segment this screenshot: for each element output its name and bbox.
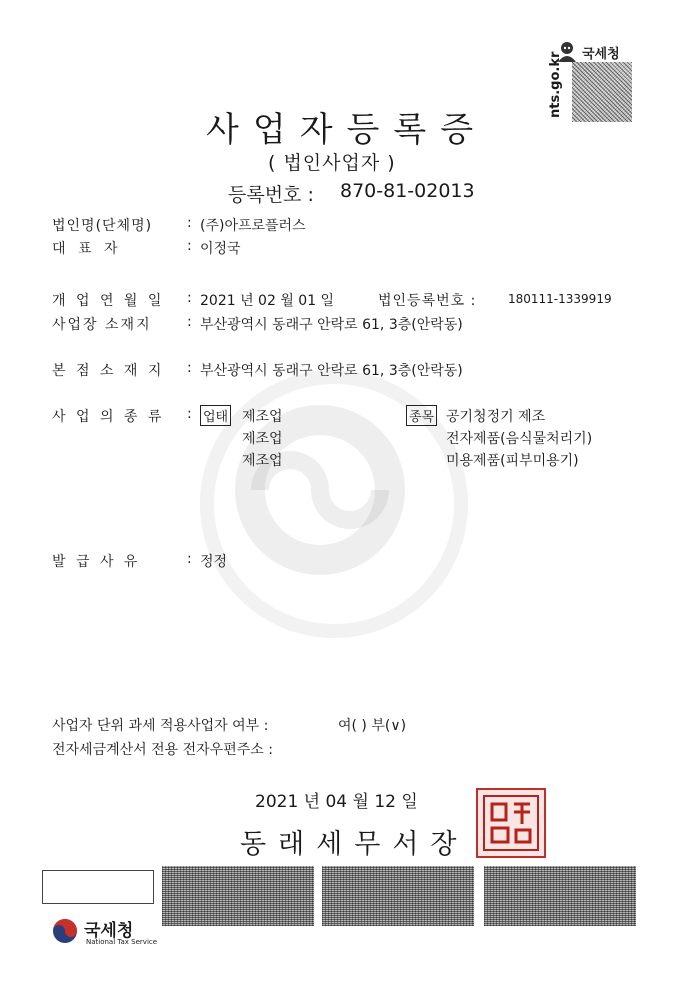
nts-logo-icon (52, 918, 78, 944)
registration-number: 870-81-02013 (340, 180, 475, 202)
nts-logo-english: National Tax Service (86, 938, 158, 946)
corp-name-label: 법인명(단체명) (52, 218, 153, 234)
business-item-tag: 종목 (406, 405, 437, 426)
header-domain: nts.go.kr (548, 51, 563, 118)
document-subtitle: ( 법인사업자 ) (268, 152, 396, 174)
business-type-row: 제조업 (242, 409, 283, 425)
corp-reg-value: 180111-1339919 (508, 292, 612, 306)
unit-tax-value: 여( ) 부(∨) (338, 718, 407, 734)
verification-qr-code (572, 62, 632, 122)
header-agency: 국세청 (582, 47, 620, 62)
business-item-row: 공기청정기 제조 (446, 409, 546, 425)
business-type-tag: 업태 (200, 405, 231, 426)
address-value: 부산광역시 동래구 안락로 61, 3층(안락동) (200, 317, 463, 333)
hq-address-sep: : (187, 360, 192, 376)
address-label: 사업장 소재지 (52, 317, 152, 333)
hq-address-value: 부산광역시 동래구 안락로 61, 3층(안락동) (200, 363, 463, 379)
business-type-label: 사 업 의 종 류 (52, 409, 165, 425)
open-date-value: 2021 년 02 월 01 일 (200, 293, 335, 309)
registration-number-label: 등록번호 : (228, 184, 314, 206)
business-type-row: 제조업 (242, 431, 283, 447)
corp-reg-label: 법인등록번호 : (378, 293, 477, 309)
einvoice-email-label: 전자세금계산서 전용 전자우편주소 : (52, 742, 273, 758)
encoded-verification-strip (484, 866, 636, 926)
bottom-blank-box (42, 870, 154, 904)
encoded-verification-strip (322, 866, 474, 926)
issue-date: 2021 년 04 월 12 일 (255, 792, 418, 812)
hq-address-label: 본 점 소 재 지 (52, 363, 165, 379)
corp-name-value: (주)아프로플러스 (200, 218, 306, 234)
document-title: 사업자등록증 (206, 110, 488, 150)
issue-reason-label: 발 급 사 유 (52, 554, 141, 570)
business-item-row: 전자제품(음식물처리기) (446, 431, 593, 447)
open-date-label: 개 업 연 월 일 (52, 293, 165, 309)
open-date-sep: : (187, 290, 192, 306)
unit-tax-label: 사업자 단위 과세 적용사업자 여부 : (52, 718, 269, 734)
issue-reason-value: 정정 (200, 554, 228, 570)
business-item-row: 미용제품(피부미용기) (446, 453, 579, 469)
representative-value: 이정국 (200, 241, 241, 257)
encoded-verification-strip (162, 866, 314, 926)
representative-label: 대 표 자 (52, 241, 122, 257)
tax-office-name: 동래세무서장 (240, 829, 469, 860)
business-type-sep: : (187, 406, 192, 422)
corp-name-sep: : (187, 215, 192, 231)
issue-reason-sep: : (187, 551, 192, 567)
representative-sep: : (187, 238, 192, 254)
address-sep: : (187, 314, 192, 330)
official-red-stamp-icon (476, 788, 546, 858)
business-type-row: 제조업 (242, 453, 283, 469)
nts-logo-name: 국세청 (84, 921, 134, 941)
